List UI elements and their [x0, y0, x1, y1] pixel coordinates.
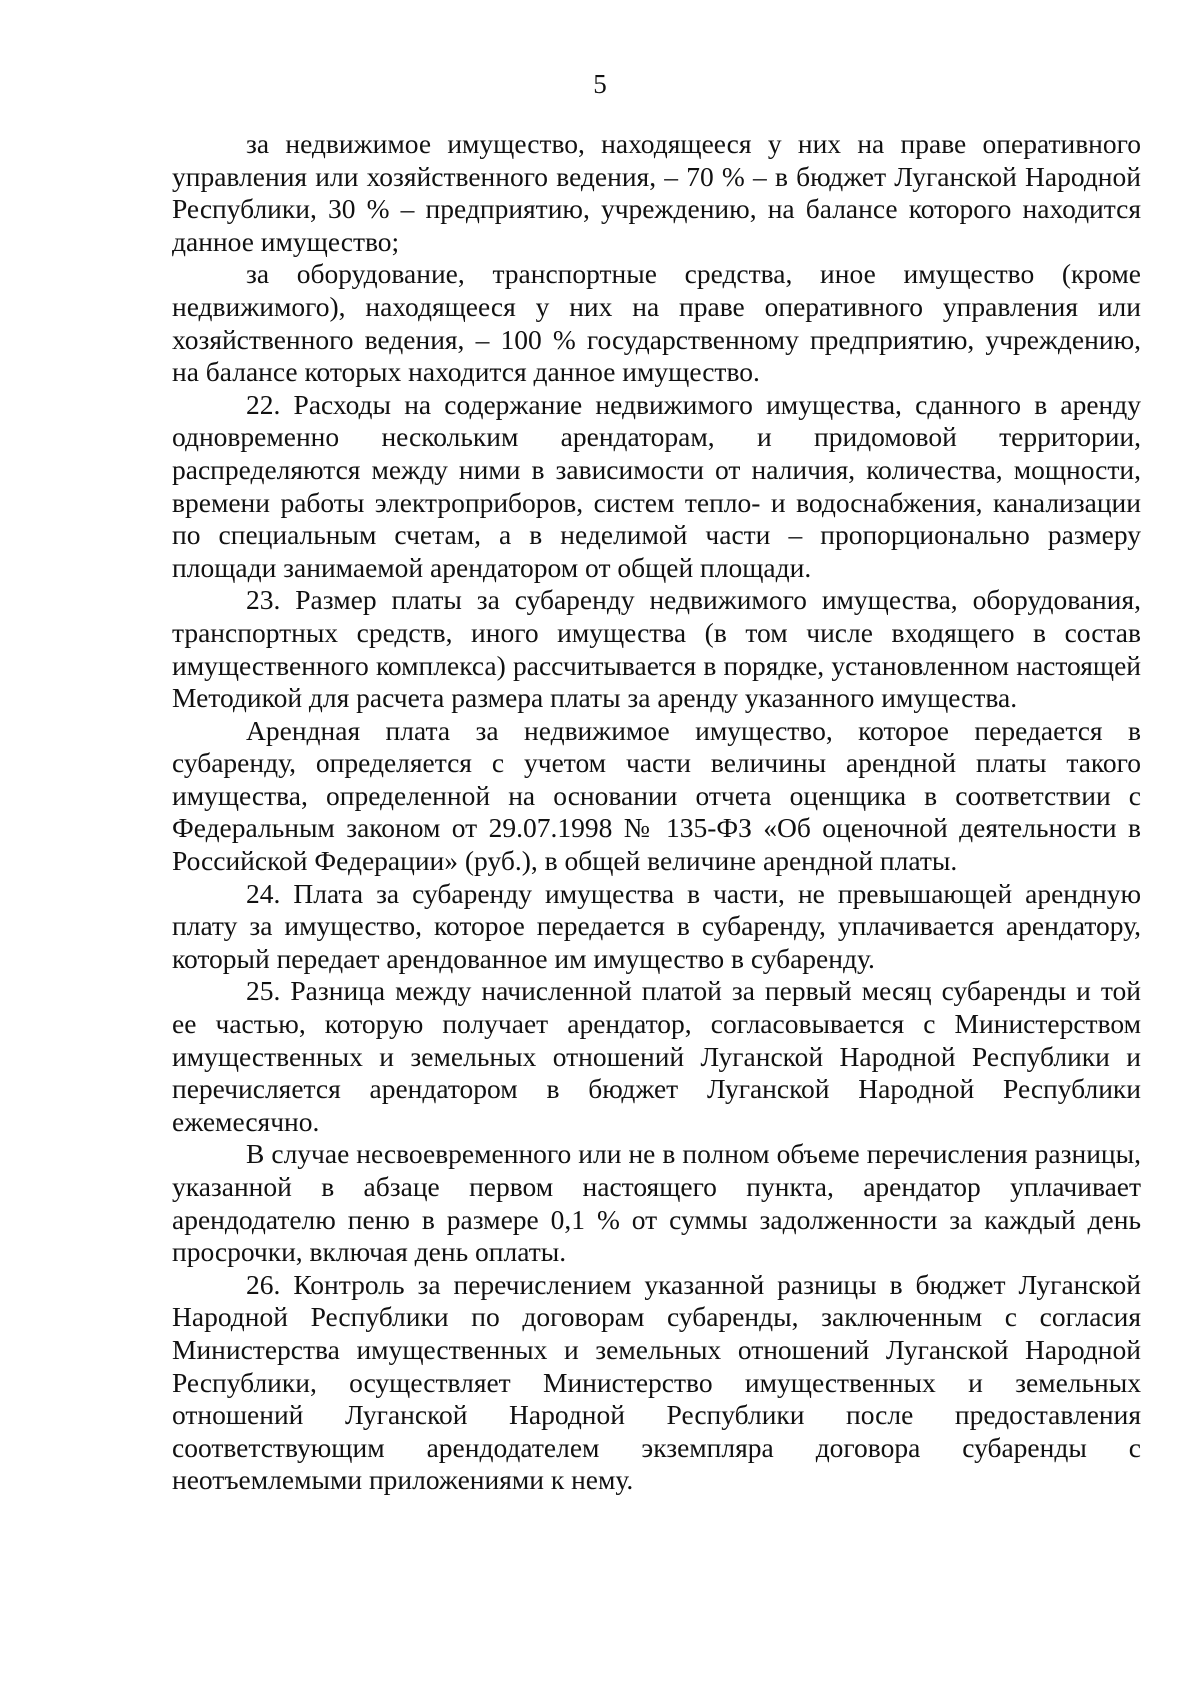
page-number: 5 — [593, 69, 607, 99]
paragraph-item-22: 22. Расходы на содержание недвижимого имущества, сданного в аренду одновременно нескольким арендаторам, и придомовой территории, распределяются между ними в зависимости от наличия, количества, мощности, времени работы электроприборов, систем тепло- и водоснабжения, канализации по специальным счетам, а в неделимой части – пропорционально размеру площади занимаемой арендатором от общей площади. — [172, 388, 1141, 583]
paragraph-item-26: 26. Контроль за перечислением указанной разницы в бюджет Луганской Народной Республики по договорам субаренды, заключенным с согласия Министерства имущественных и земельных отношений Луганской Народной Республики, осуществляет Министерство имущественных и земельных отношений Луганской Народной Республики после предоставления соответствующим арендодателем экземпляра договора субаренды с неотъемлемыми приложениями к нему. — [172, 1268, 1141, 1496]
document-body — [172, 128, 1141, 1497]
paragraph-item-24: 24. Плата за субаренду имущества в части, не превышающей арендную плату за имущество, которое передается в субаренду, уплачивается арендатору, который передает арендованное им имущество в субаренду. — [172, 877, 1141, 974]
paragraph-real-estate-distribution: за недвижимое имущество, находящееся у них на праве оперативного управления или хозяйственного ведения, – 70 % – в бюджет Луганской Народной Республики, 30 % – предприятию, учреждению, на балансе которого находится данное имущество; — [172, 128, 1141, 257]
paragraph-item-23: 23. Размер платы за субаренду недвижимого имущества, оборудования, транспортных средств, иного имущества (в том числе входящего в состав имущественного комплекса) рассчитывается в порядке, установленном настоящей Методикой для расчета размера платы за аренду указанного имущества. — [172, 584, 1141, 714]
paragraph-equipment-distribution: за оборудование, транспортные средства, иное имущество (кроме недвижимого), находящееся у них на праве оперативного управления или хозяйственного ведения, – 100 % государственному предприятию, учреждению, на балансе которых находится данное имущество. — [172, 258, 1141, 388]
paragraph-item-23-rent: Арендная плата за недвижимое имущество, которое передается в субаренду, определяется с учетом части величины арендной платы такого имущества, определенной на основании отчета оценщика в соответствии с Федеральным законом от 29.07.1998 № 135-ФЗ «Об оценочной деятельности в Российской Федерации» (руб.), в общей величине арендной платы. — [172, 714, 1141, 877]
paragraph-item-25-penalty: В случае несвоевременного или не в полном объеме перечисления разницы, указанной в абзаце первом настоящего пункта, арендатор уплачивает арендодателю пеню в размере 0,1 % от суммы задолженности за каждый день просрочки, включая день оплаты. — [172, 1138, 1141, 1268]
paragraph-item-25: 25. Разница между начисленной платой за первый месяц субаренды и той ее частью, которую получает арендатор, согласовывается с Министерством имущественных и земельных отношений Луганской Народной Республики и перечисляется арендатором в бюджет Луганской Народной Республики ежемесячно. — [172, 975, 1141, 1137]
